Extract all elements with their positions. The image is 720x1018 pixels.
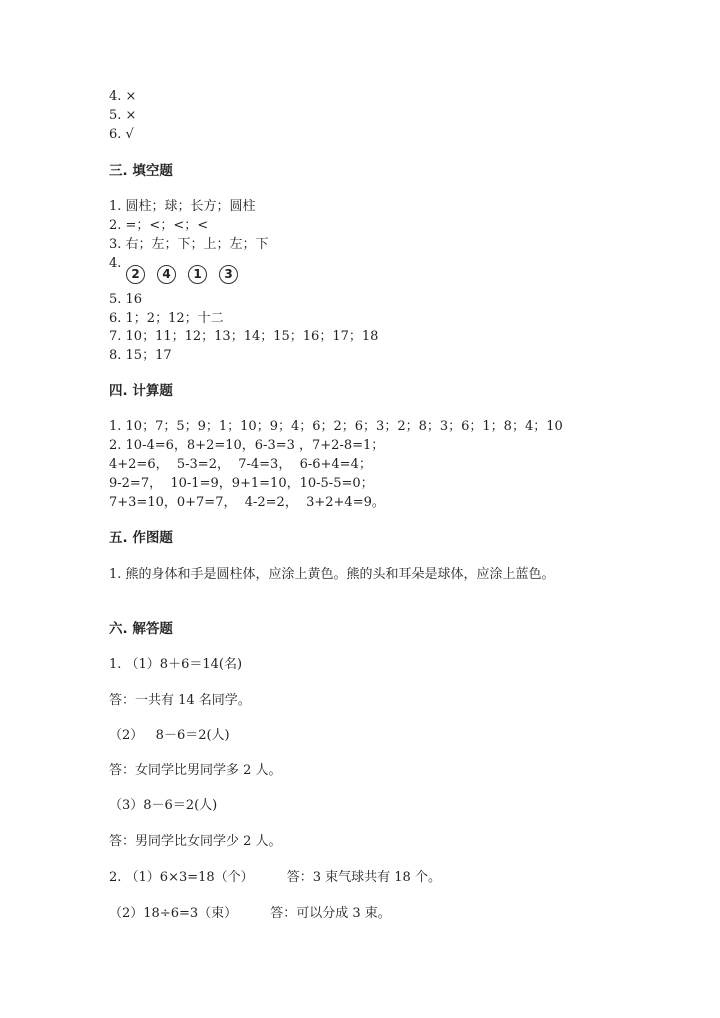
circled-number: 4 <box>157 265 176 284</box>
answer-line: 5. 16 <box>109 292 143 307</box>
answer-line: 3. 右；左；下；上；左；下 <box>109 237 269 252</box>
answer-line: 1. 熊的身体和手是圆柱体，应涂上黄色。熊的头和耳朵是球体，应涂上蓝色。 <box>109 567 555 582</box>
answer-line: 7. 10；11；12；13；14；15；16；17；18 <box>109 329 379 344</box>
answer-line: 2. 10-4=6，8+2=10，6-3=3 ，7+2-8=1； <box>109 438 385 453</box>
answer-line: （2）18÷6=3（束） 答：可以分成 3 束。 <box>109 906 391 921</box>
answer-line: （2） 8－6＝2(人) <box>109 728 230 743</box>
answer-line: 答：一共有 14 名同学。 <box>109 693 251 708</box>
answer-line: 答：男同学比女同学少 2 人。 <box>109 834 282 849</box>
circled-number: 2 <box>126 265 145 284</box>
answer-line: 6. √ <box>109 127 134 142</box>
circled-number: 3 <box>219 265 238 284</box>
section-title: 六. 解答题 <box>109 621 173 637</box>
answer-line: 答：女同学比男同学多 2 人。 <box>109 763 282 778</box>
section-title: 四. 计算题 <box>109 383 173 399</box>
answer-line: 2. =；<；<；< <box>109 218 209 233</box>
answer-line: 8. 15；17 <box>109 348 172 363</box>
circled-number-row <box>126 265 250 284</box>
circled-number: 1 <box>188 265 207 284</box>
answer-line: 6. 1；2；12；十二 <box>109 311 224 326</box>
answer-line: 4. <box>109 256 122 271</box>
answer-line: （3）8－6＝2(人) <box>109 798 218 813</box>
answer-line: 2. （1）6×3=18（个） 答：3 束气球共有 18 个。 <box>109 870 441 885</box>
section-title: 五. 作图题 <box>109 530 173 546</box>
answer-line: 1. （1）8＋6＝14(名) <box>109 657 243 672</box>
answer-line: 7+3=10，0+7=7， 4-2=2， 3+2+4=9。 <box>109 495 385 510</box>
section-title: 三. 填空题 <box>109 163 173 179</box>
answer-line: 1. 圆柱；球；长方；圆柱 <box>109 199 256 214</box>
answer-line: 9-2=7， 10-1=9，9+1=10，10-5-5=0； <box>109 476 374 491</box>
answer-line: 4+2=6， 5-3=2， 7-4=3， 6-6+4=4； <box>109 457 372 472</box>
answer-line: 4. × <box>109 89 137 104</box>
answer-line: 5. × <box>109 108 137 123</box>
answer-line: 1. 10；7；5；9；1；10；9；4；6；2；6；3；2；8；3；6；1；8；4；10 <box>109 419 563 434</box>
